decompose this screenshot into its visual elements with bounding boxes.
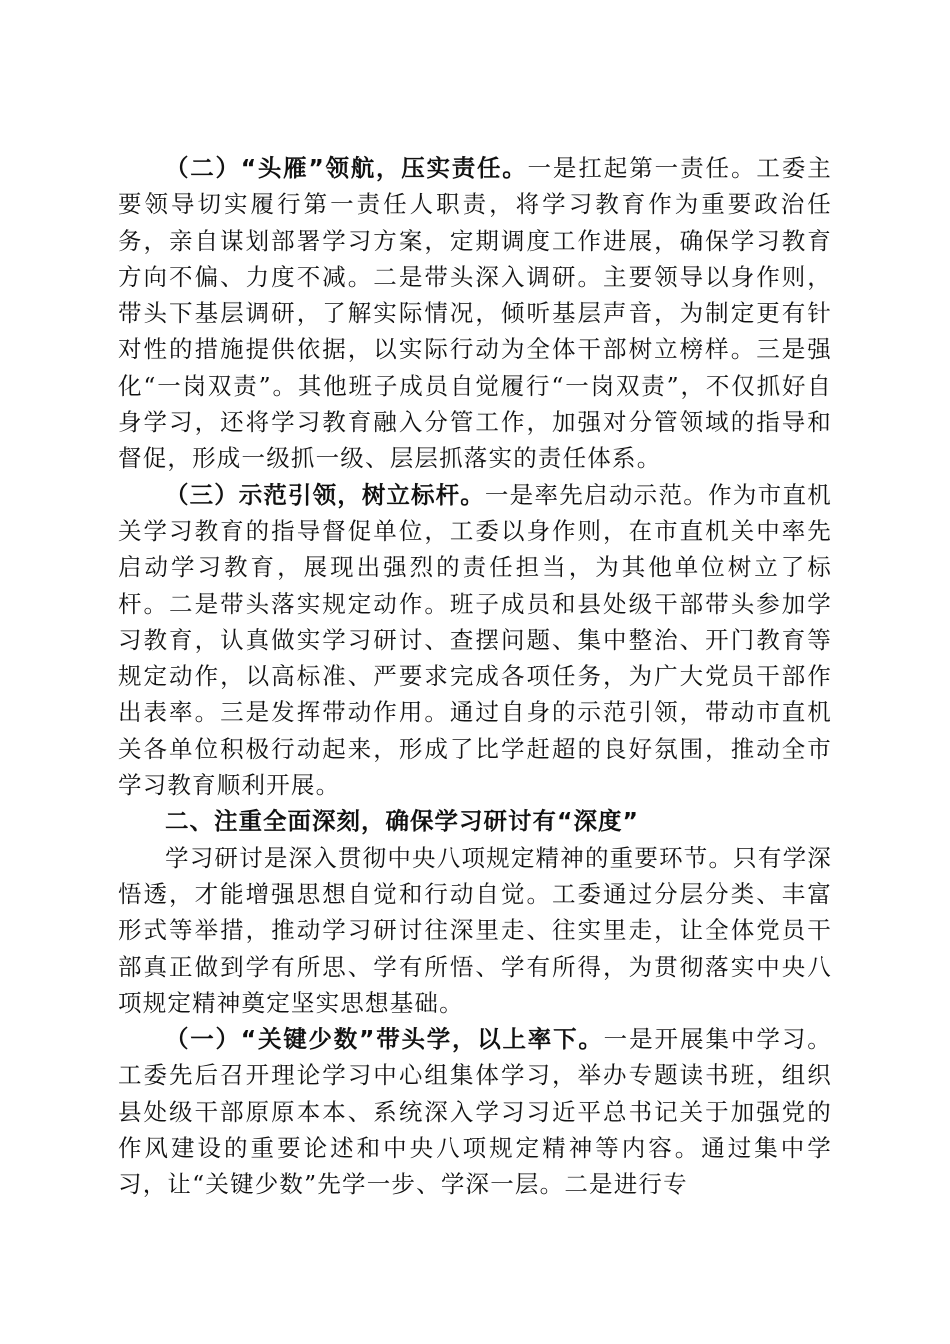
paragraph-key-minority bbox=[118, 1021, 832, 1202]
paragraph-lead: （三）示范引领，树立标杆。 bbox=[165, 480, 485, 509]
paragraph-text: 一是开展集中学习。工委先后召开理论学习中心组集体学习，举办专题读书班，组织县处级干部原原本本、系统深入学习习近平总书记关于加强党的作风建设的重要论述和中央八项规定精神等内容。通过集中学习，让“关键少数”先学一步、学深一层。二是进行专 bbox=[118, 1025, 833, 1199]
paragraph-text: 一是率先启动示范。作为市直机关学习教育的指导督促单位，工委以身作则，在市直机关中率先启动学习教育，展现出强烈的责任担当，为其他单位树立了标杆。二是带头落实规定动作。班子成员和县处级干部带头参加学习教育，认真做实学习研讨、查摆问题、集中整治、开门教育等规定动作，以高标准、严要求完成各项任务，为广大党员干部作出表率。三是发挥带动作用。通过自身的示范引领，带动市直机关各单位积极行动起来，形成了比学赶超的良好氛围，推动全市学习教育顺利开展。 bbox=[118, 480, 832, 800]
document-body bbox=[118, 150, 832, 1203]
section-heading: 二、注重全面深刻，确保学习研讨有“深度” bbox=[165, 807, 639, 836]
paragraph-text: 一是扛起第一责任。工委主要领导切实履行第一责任人职责，将学习教育作为重要政治任务，亲自谋划部署学习方案，定期调度工作进展，确保学习教育方向不偏、力度不减。二是带头深入调研。主要领导以身作则，带头下基层调研，了解实际情况，倾听基层声音，为制定更有针对性的措施提供依据，以实际行动为全体干部树立榜样。三是强化“一岗双责”。其他班子成员自觉履行“一岗双责”，不仅抓好自身学习，还将学习教育融入分管工作，加强对分管领域的指导和督促，形成一级抓一级、层层抓落实的责任体系。 bbox=[118, 154, 832, 473]
section-intro-paragraph: 学习研讨是深入贯彻中央八项规定精神的重要环节。只有学深悟透，才能增强思想自觉和行动自觉。工委通过分层分类、丰富形式等举措，推动学习研讨往深里走、往实里走，让全体党员干部真正做到学有所思、学有所悟、学有所得，为贯彻落实中央八项规定精神奠定坚实思想基础。 bbox=[118, 843, 832, 1017]
paragraph-lead: （一）“关键少数”带头学，以上率下。 bbox=[165, 1025, 604, 1054]
paragraph-leading-geese bbox=[118, 150, 832, 477]
paragraph-demonstration bbox=[118, 477, 832, 804]
paragraph-lead: （二）“头雁”领航，压实责任。 bbox=[165, 154, 528, 182]
